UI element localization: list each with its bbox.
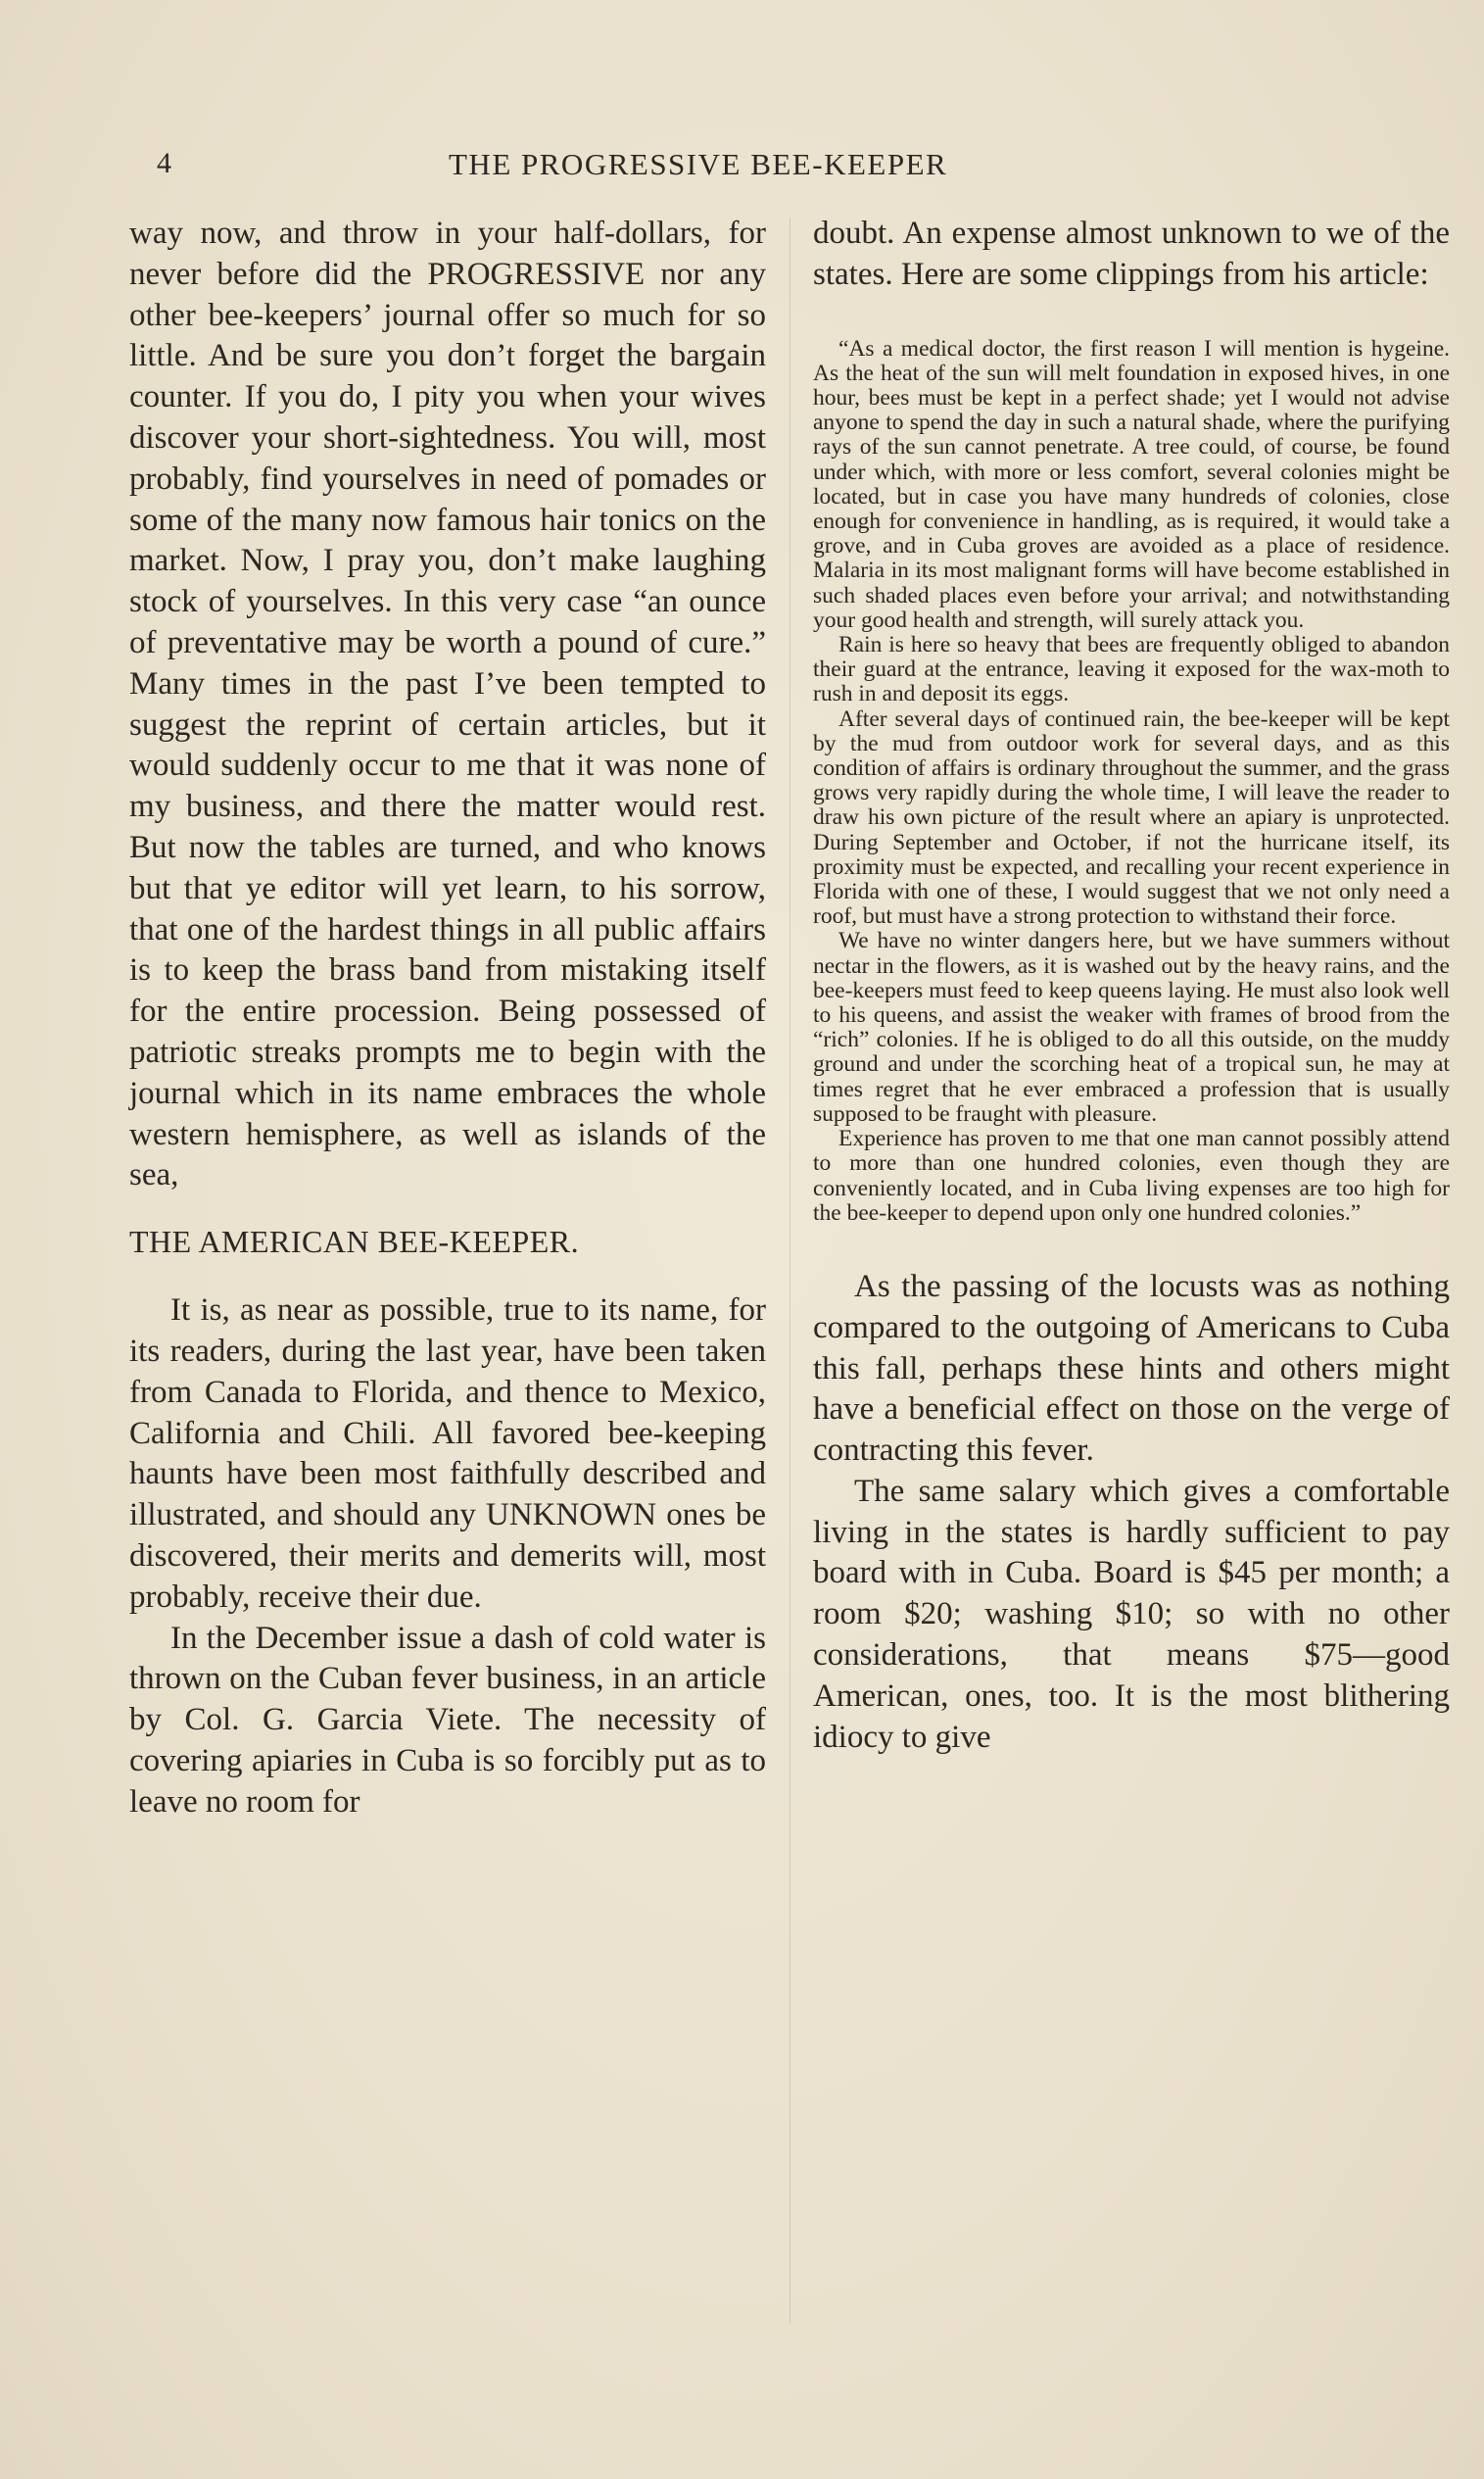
page-number: 4 [157,147,171,179]
quote-paragraph-4: We have no winter dangers here, but we have summers without nectar in the flowers, as it is washed out by the heavy rains, and the bee-keepers must feed to keep queens laying. He must also look well to his queens, and assist the weaker with frames of brood from the “rich” colonies. If he is obliged to do all this outside, on the muddy ground and under the scorching heat of a tropical sun, he may at times regret that he ever embraced a profession that is usually supposed to be fraught with pleasure. [813,928,1450,1127]
quoted-clippings [813,337,1450,1226]
right-column [813,214,1450,1758]
running-title: THE PROGRESSIVE BEE-KEEPER [449,147,948,181]
quote-paragraph-1: “As a medical doctor, the first reason I will mention is hygeine. As the heat of the sun will melt foundation in exposed hives, in one hour, bees must be kept in a perfect shade; yet I would not advise anyone to spend the day in such a natural shade, where the purifying rays of the sun cannot penetrate. A tree could, of course, be found under which, with more or less comfort, several colonies might be located, but in case you have many hundreds of colonies, close enough for convenience in handling, as is required, it would take a grove, and in Cuba groves are avoided as a place of residence. Malaria in its most malignant forms will have become established in such shaded places even before your arrival; and notwithstanding your good health and strength, will surely attack you. [813,335,1450,633]
section-heading: THE AMERICAN BEE-KEEPER. [129,1224,580,1260]
quote-paragraph-2: Rain is here so heavy that bees are frequently obliged to abandon their guard at the entrance, leaving it exposed for the wax-moth to rush in and deposit its eggs. [813,632,1450,707]
page-header [0,147,1484,186]
left-column [129,214,766,1823]
quote-paragraph-5: Experience has proven to me that one man cannot possibly attend to more than one hundred colonies, even though they are conveniently located, and in Cuba living expenses are too high for the bee-keeper to depend upon only one hundred colonies.” [813,1126,1450,1226]
right-paragraph-3: The same salary which gives a comfortable living in the states is hardly sufficient to pay board with in Cuba. Board is $45 per month; a room $20; washing $10; so with no other considerations, that means $75—good American, ones, too. It is the most blithering idiocy to give [813,1473,1450,1755]
right-paragraph-2: As the passing of the locusts was as nothing compared to the outgoing of Americans to Cuba this fall, perhaps these hints and others might have a beneficial effect on those on the verge of contracting this fever. [813,1268,1450,1469]
right-paragraph-1: doubt. An expense almost unknown to we of the states. Here are some clippings from his article: [813,216,1450,292]
left-paragraph-1: way now, and throw in your half-dollars, for never before did the PROGRESSIVE nor any other bee-keepers’ journal offer so much for so little. And be sure you don’t forget the bargain counter. If you do, I pity you when your wives discover your short-sightedness. You will, most probably, find yourselves in need of pomades or some of the many now famous hair tonics on the market. Now, I pray you, don’t make laughing stock of yourselves. In this very case “an ounce of preventative may be worth a pound of cure.” Many times in the past I’ve been tempted to suggest the reprint of certain articles, but it would suddenly occur to me that it was none of my business, and there the matter would rest. But now the tables are turned, and who knows but that ye editor will yet learn, to his sorrow, that one of the hardest things in all public affairs is to keep the brass band from mistaking itself for the entire procession. Being possessed of patriotic streaks prompts me to begin with the journal which in its name embraces the whole western hemisphere, as well as islands of the sea, [129,216,766,1193]
left-paragraph-3: In the December issue a dash of cold water is thrown on the Cuban fever business, in an article by Col. G. Garcia Viete. The necessity of covering apiaries in Cuba is so forcibly put as to leave no room for [129,1620,766,1820]
quote-paragraph-3: After several days of continued rain, the bee-keeper will be kept by the mud from outdoor work for several days, and as this condition of affairs is ordinary throughout the summer, and the grass grows very rapidly during the whole time, I will leave the reader to draw his own picture of the result where an apiary is unprotected. During September and October, if not the hurricane itself, its proximity must be expected, and recalling your recent experience in Florida with one of these, I would suggest that we not only need a roof, but must have a strong protection to withstand their force. [813,705,1450,930]
left-paragraph-2: It is, as near as possible, true to its name, for its readers, during the last year, have been taken from Canada to Florida, and thence to Mexico, California and Chili. All favored bee-keeping haunts have been most faithfully described and illustrated, and should any UNKNOWN ones be discovered, their merits and demerits will, most probably, receive their due. [129,1292,766,1615]
